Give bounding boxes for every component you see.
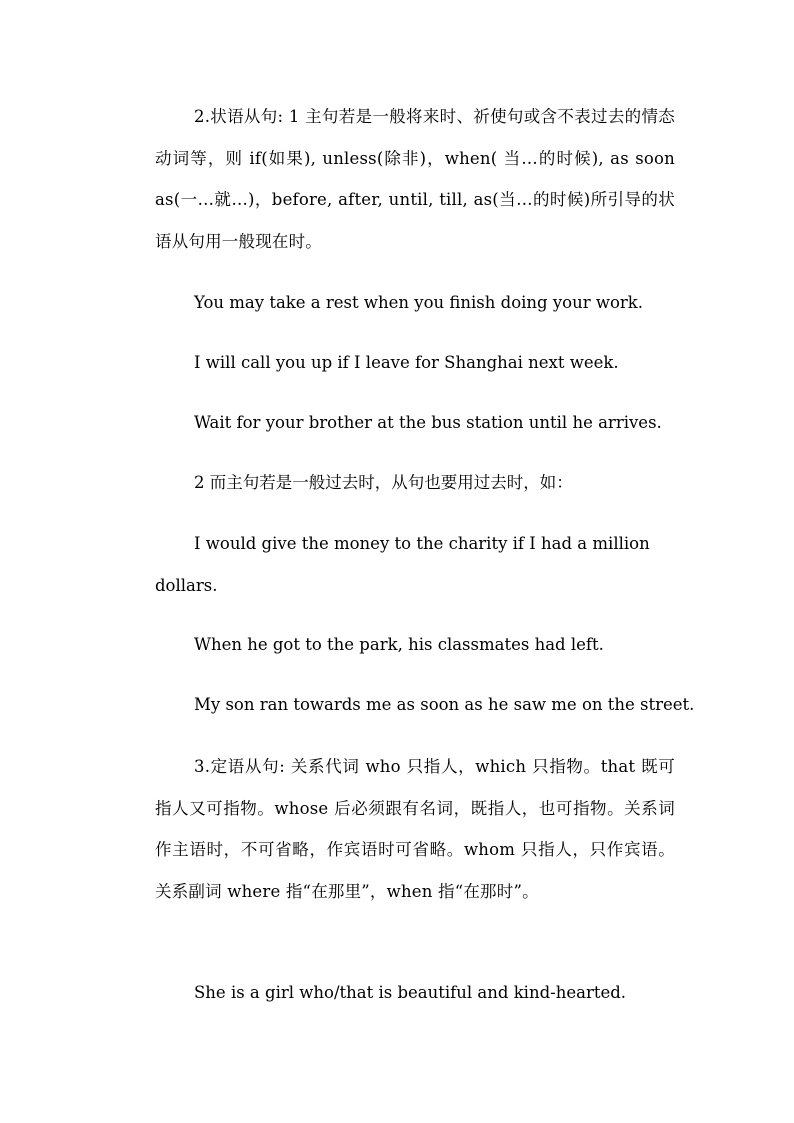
example-sentence-2: I will call you up if I leave for Shanghai next week. bbox=[194, 353, 619, 372]
example-sentence-4: I would give the money to the charity if I had a million dollars. bbox=[155, 534, 650, 595]
paragraph-attributive-clause-rule: 3.定语从句: 关系代词 who 只指人，which 只指物。that 既可指人又可指物。whose 后必须跟有名词，既指人，也可指物。关系词作主语时，不可省略，作宾语时可省略。whom 只指人，只作宾语。关系副词 where 指“在那里”，when 指“在那时”。 bbox=[155, 757, 675, 901]
example-sentence-1: You may take a rest when you finish doing your work. bbox=[194, 293, 644, 312]
example-sentence-5: When he got to the park, his classmates had left. bbox=[194, 635, 604, 654]
example-sentence-7: She is a girl who/that is beautiful and kind-hearted. bbox=[194, 983, 627, 1002]
paragraph-adverbial-clause-rule-2: 2 而主句若是一般过去时，从句也要用过去时，如： bbox=[194, 473, 573, 492]
example-sentence-6: My son ran towards me as soon as he saw me on the street. bbox=[194, 695, 695, 714]
paragraph-adverbial-clause-rule-1: 2.状语从句: 1 主句若是一般将来时、祈使句或含不表过去的情态动词等，则 if(如果), unless(除非)，when( 当…的时候), as soon as(一…就…)，before, after, until, till, as(当…的时候)所引导的状语从句用一般现在时。 bbox=[155, 107, 675, 251]
example-sentence-3: Wait for your brother at the bus station until he arrives. bbox=[194, 413, 662, 432]
